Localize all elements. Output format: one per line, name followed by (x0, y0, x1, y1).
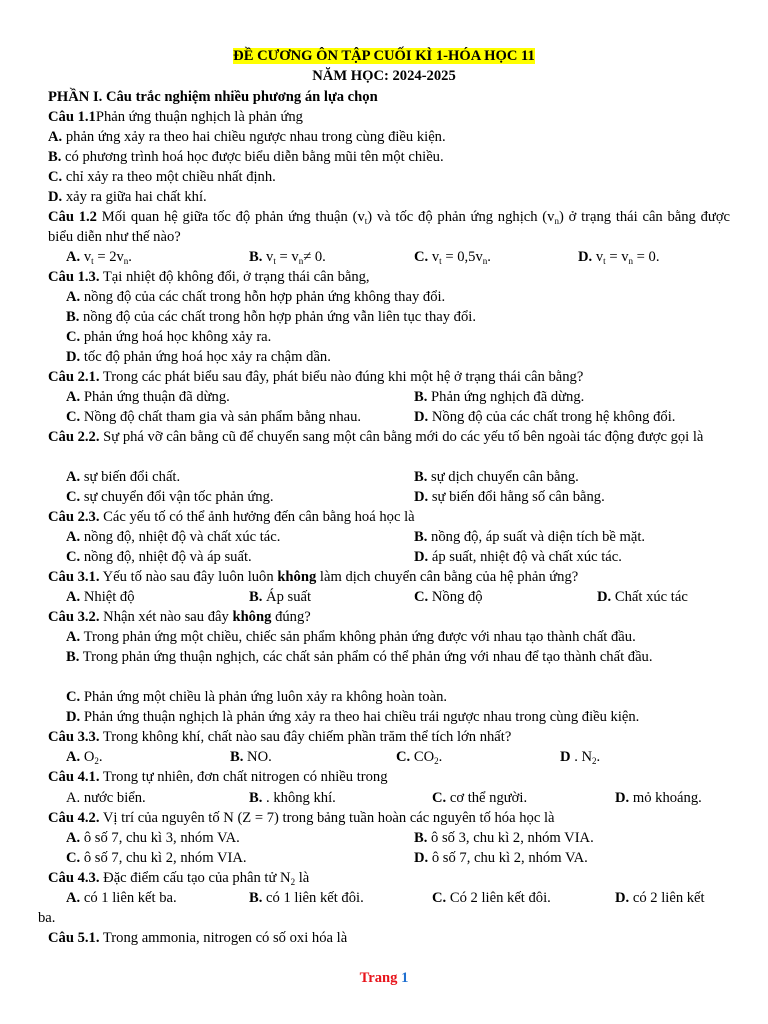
part-heading: PHẦN I. Câu trắc nghiệm nhiều phương án lựa chọn (48, 89, 378, 105)
answer-row: A. $O_2$. B. NO. C. $CO_2$. D . $N_2$. (66, 749, 601, 766)
answer: D. tốc độ phản ứng hoá học xảy ra chậm dần. (66, 349, 331, 365)
answer-row: A. ô số 7, chu kì 3, nhóm VA. B. ô số 3, chu kì 2, nhóm VIA. (66, 830, 594, 846)
answer-row: A. có 1 liên kết ba. B. có 1 liên kết đôi. C. Có 2 liên kết đôi. D. có 2 liên kết (66, 890, 705, 906)
answer-row: C. nồng độ, nhiệt độ và áp suất. D. áp suất, nhiệt độ và chất xúc tác. (66, 549, 622, 565)
answer: C. phản ứng hoá học không xảy ra. (66, 329, 272, 345)
answer: B. nồng độ của các chất trong hỗn hợp phản ứng vẫn liên tục thay đổi. (66, 309, 476, 325)
answer-row: A. Nhiệt độ B. Áp suất C. Nồng độ D. Chất xúc tác (66, 589, 688, 605)
answer-row: A. Phản ứng thuận đã dừng. B. Phản ứng nghịch đã dừng. (66, 389, 585, 405)
answer-row: A. sự biến đổi chất. B. sự dịch chuyển cân bằng. (66, 469, 579, 485)
question-1-2: Câu 1.2 Mối quan hệ giữa tốc độ phản ứng thuận $(v_t)$ và tốc độ phản ứng nghịch $(v_n)$ ở trạng thái cân bằng được biểu diễn như thế nào? (48, 209, 731, 245)
question-1-1: Câu 1.1Phản ứng thuận nghịch là phản ứng (48, 109, 303, 125)
question-2-3: Câu 2.3. Các yếu tố có thể ảnh hưởng đến cân bằng hoá học là (48, 509, 415, 525)
question-2-2: Câu 2.2. Sự phá vỡ cân bằng cũ để chuyển sang một cân bằng mới do các yếu tố bên ngoài tác động được gọi là (48, 429, 704, 445)
answer: D. xảy ra giữa hai chất khí. (48, 189, 207, 205)
answer-row: C. Nồng độ chất tham gia và sản phẩm bằng nhau. D. Nồng độ của các chất trong hệ không đổi. (66, 409, 676, 425)
answer: A. Trong phản ứng một chiều, chiếc sản phẩm không phản ứng được với nhau tạo thành chất đầu. (66, 629, 636, 645)
answer: A. phản ứng xảy ra theo hai chiều ngược nhau trong cùng điều kiện. (48, 129, 446, 145)
question-3-1: Câu 3.1. Yếu tố nào sau đây luôn luôn không làm dịch chuyển cân bằng của hệ phản ứng? (48, 569, 579, 585)
answer: A. nồng độ của các chất trong hỗn hợp phản ứng không thay đổi. (66, 289, 446, 305)
answer-row: C. ô số 7, chu kì 2, nhóm VIA. D. ô số 7, chu kì 2, nhóm VA. (66, 850, 588, 866)
question-4-2: Câu 4.2. Vị trí của nguyên tố N (Z = 7) trong bảng tuần hoàn các nguyên tố hóa học là (48, 810, 555, 826)
answer-row: A. nồng độ, nhiệt độ và chất xúc tác. B. nồng độ, áp suất và diện tích bề mặt. (66, 529, 646, 545)
answer-row: C. sự chuyển đổi vận tốc phản ứng. D. sự biến đổi hằng số cân bằng. (66, 489, 605, 505)
question-3-2: Câu 3.2. Nhận xét nào sau đây không đúng? (48, 609, 311, 625)
answer: B. có phương trình hoá học được biểu diễn bằng mũi tên một chiều. (48, 149, 444, 165)
answer: D. Phản ứng thuận nghịch là phản ứng xảy ra theo hai chiều trái ngược nhau trong cùng điều kiện. (66, 709, 640, 725)
school-year: NĂM HỌC: 2024-2025 (312, 68, 456, 84)
question-2-1: Câu 2.1. Trong các phát biểu sau đây, phát biểu nào đúng khi một hệ ở trạng thái cân bằng? (48, 369, 584, 385)
question-5-1: Câu 5.1. Trong ammonia, nitrogen có số oxi hóa là (48, 930, 348, 946)
answer-continuation: ba. (38, 910, 56, 926)
answer: C. Phản ứng một chiều là phản ứng luôn xảy ra không hoàn toàn. (66, 689, 448, 705)
page-footer: Trang 1 (359, 970, 409, 986)
question-3-3: Câu 3.3. Trong không khí, chất nào sau đây chiếm phần trăm thể tích lớn nhất? (48, 729, 512, 745)
answer: B. Trong phản ứng thuận nghịch, các chất sản phẩm có thể phản ứng với nhau để tạo thành chất đầu. (66, 649, 653, 665)
question-4-3: Câu 4.3. Đặc điểm cấu tạo của phân tử $N_2$ là (48, 870, 310, 887)
answer-row: A. nước biển. B. . không khí. C. cơ thể người. D. mỏ khoáng. (66, 790, 702, 806)
answer: C. chỉ xảy ra theo một chiều nhất định. (48, 169, 276, 185)
document-title: ĐỀ CƯƠNG ÔN TẬP CUỐI KÌ 1-HÓA HỌC 11 (233, 48, 535, 64)
answer-row: A. $v_t = 2v_n$. B. $v_t = v_n\ne 0$. C. $v_t = 0,5v_n$. D. $v_t = v_n = 0$. (66, 249, 660, 266)
question-1-3: Câu 1.3. Tại nhiệt độ không đổi, ở trạng thái cân bằng, (48, 269, 370, 285)
question-4-1: Câu 4.1. Trong tự nhiên, đơn chất nitrogen có nhiều trong (48, 769, 388, 785)
